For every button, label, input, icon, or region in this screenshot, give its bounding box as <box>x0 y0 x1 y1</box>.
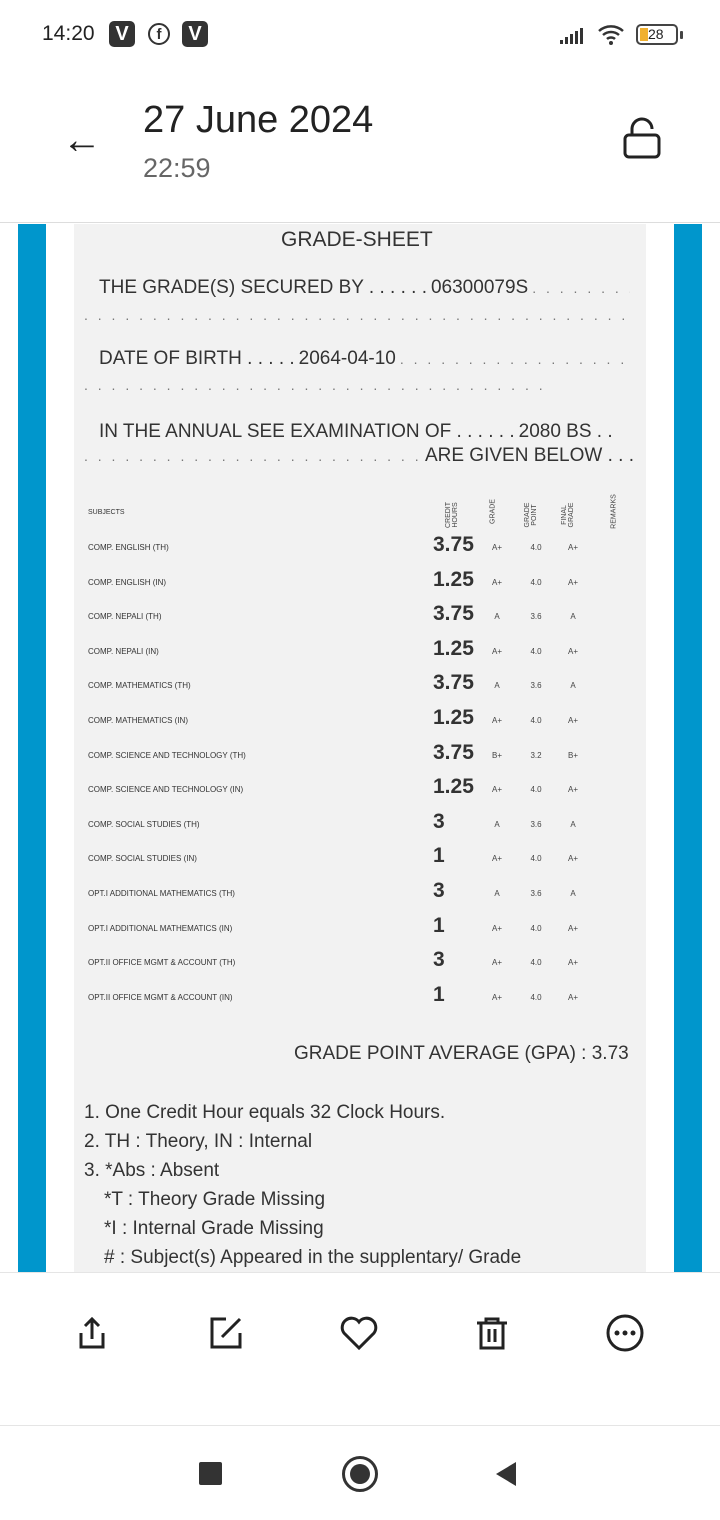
grade-point: 4.0 <box>530 543 542 552</box>
col-subjects: SUBJECTS <box>88 509 125 516</box>
dob-line <box>99 348 634 372</box>
note-line: 3. *Abs : Absent <box>84 1160 220 1181</box>
final-grade: A+ <box>567 923 578 933</box>
final-grade: A+ <box>567 543 578 552</box>
dotted-filler <box>84 377 544 393</box>
table-row <box>74 807 646 841</box>
facebook-icon: f <box>148 23 170 45</box>
grade: A+ <box>491 992 502 1002</box>
battery-icon <box>636 24 678 45</box>
delete-button[interactable] <box>472 1313 512 1353</box>
col-grade: GRADE <box>489 499 497 524</box>
grade: A+ <box>491 577 502 587</box>
navigation-bar <box>0 1425 720 1520</box>
more-button[interactable] <box>605 1313 645 1353</box>
col-grade-point: GRADE POINT <box>524 502 538 528</box>
grade-point: 3.6 <box>530 889 542 898</box>
exam-year: 2080 BS . . <box>518 421 613 442</box>
subject-name: OPT.I ADDITIONAL MATHEMATICS (IN) <box>88 923 233 933</box>
grade: B+ <box>491 750 502 760</box>
dotted-line <box>84 377 634 401</box>
clock: 14:20 <box>42 22 95 45</box>
credit-hours: 3 <box>433 948 445 972</box>
grade-point: 4.0 <box>530 923 542 933</box>
grade: A+ <box>491 716 502 725</box>
final-grade: A <box>570 681 576 691</box>
credit-hours: 3.75 <box>433 671 474 695</box>
credit-hours: 1.25 <box>433 775 474 799</box>
secured-by-label: THE GRADE(S) SECURED BY . . . . . . <box>99 277 427 298</box>
credit-hours: 1 <box>433 982 445 1006</box>
table-row <box>74 876 646 910</box>
grade-point: 3.6 <box>530 681 542 691</box>
final-grade: A <box>570 889 576 898</box>
grade-point: 4.0 <box>530 577 542 587</box>
credit-hours: 1 <box>433 913 445 937</box>
grade-point: 4.0 <box>530 716 542 725</box>
given-below: ARE GIVEN BELOW . . . <box>424 445 634 466</box>
final-grade: B+ <box>567 750 578 760</box>
grade: A <box>494 681 500 691</box>
back-button[interactable] <box>494 1461 518 1487</box>
subject-name: COMP. SOCIAL STUDIES (IN) <box>88 854 197 864</box>
col-final-grade: FINAL GRADE <box>561 502 575 528</box>
dotted-filler <box>400 351 630 367</box>
trash-icon <box>474 1315 510 1351</box>
battery-tip <box>680 31 683 39</box>
note-line: # : Subject(s) Appeared in the supplentary/ Grade <box>104 1247 522 1268</box>
notification-v-icon: V <box>109 21 135 47</box>
edit-icon <box>208 1315 244 1351</box>
dob-label: DATE OF BIRTH . . . . . <box>99 348 295 369</box>
notification-v-icon: V <box>182 21 208 47</box>
recents-button[interactable] <box>199 1462 222 1485</box>
grade-point: 3.6 <box>530 612 542 622</box>
table-row <box>74 911 646 945</box>
subject-name: OPT.I ADDITIONAL MATHEMATICS (TH) <box>88 889 235 898</box>
dotted-filler <box>532 280 630 296</box>
subject-name: COMP. MATHEMATICS (IN) <box>88 716 188 725</box>
final-grade: A+ <box>567 992 578 1002</box>
grade-point: 3.2 <box>530 750 542 760</box>
gpa: GRADE POINT AVERAGE (GPA) : 3.73 <box>294 1043 629 1064</box>
credit-hours: 3 <box>433 879 445 902</box>
grade-point: 4.0 <box>530 646 542 656</box>
photo-view[interactable] <box>0 224 720 1272</box>
status-bar <box>0 0 720 65</box>
note-line: *T : Theory Grade Missing <box>104 1189 326 1210</box>
final-grade: A+ <box>567 646 578 656</box>
secured-by-line <box>99 277 634 301</box>
favorite-button[interactable] <box>339 1313 379 1353</box>
grade-point: 4.0 <box>530 958 542 968</box>
subject-name: OPT.II OFFICE MGMT & ACCOUNT (IN) <box>88 992 233 1002</box>
heart-icon <box>339 1315 379 1351</box>
table-row <box>74 841 646 875</box>
photo-date: 27 June 2024 <box>143 99 374 141</box>
grade-sheet <box>74 224 646 1272</box>
table-row <box>74 703 646 737</box>
grade: A+ <box>491 854 502 864</box>
final-grade: A+ <box>567 577 578 587</box>
grade: A <box>494 612 500 622</box>
subject-name: COMP. NEPALI (IN) <box>88 646 159 656</box>
final-grade: A+ <box>567 958 578 968</box>
credit-hours: 1 <box>433 844 445 868</box>
credit-hours: 1.25 <box>433 567 474 591</box>
doc-title: GRADE-SHEET <box>281 228 433 251</box>
final-grade: A <box>570 819 576 829</box>
table-row <box>74 772 646 806</box>
subject-name: COMP. SCIENCE AND TECHNOLOGY (IN) <box>88 785 244 795</box>
credit-hours: 3.75 <box>433 533 474 556</box>
subject-name: COMP. ENGLISH (IN) <box>88 577 167 587</box>
given-below-line <box>84 445 634 469</box>
subject-name: COMP. NEPALI (TH) <box>88 612 162 622</box>
credit-hours: 1.25 <box>433 636 474 660</box>
table-row <box>74 980 646 1014</box>
dotted-line <box>84 307 634 331</box>
table-row <box>74 599 646 633</box>
table-row <box>74 565 646 599</box>
dotted-filler <box>84 448 421 464</box>
grade: A+ <box>491 958 502 968</box>
wifi-icon <box>597 22 627 46</box>
credit-hours: 1.25 <box>433 706 474 729</box>
grade: A+ <box>491 543 502 552</box>
signal-icon <box>560 26 583 44</box>
header <box>0 65 720 223</box>
subject-name: COMP. MATHEMATICS (TH) <box>88 681 191 691</box>
grade: A+ <box>491 785 502 795</box>
left-blue-border <box>18 224 46 1272</box>
subject-name: COMP. SCIENCE AND TECHNOLOGY (TH) <box>88 750 246 760</box>
table-row <box>74 668 646 702</box>
note-line: 1. One Credit Hour equals 32 Clock Hours. <box>84 1102 446 1123</box>
credit-hours: 3.75 <box>433 602 474 626</box>
table-row <box>74 945 646 979</box>
home-button[interactable] <box>342 1456 378 1492</box>
credit-hours: 3.75 <box>433 740 474 764</box>
symbol-number: 06300079S <box>430 277 529 298</box>
subject-name: COMP. ENGLISH (TH) <box>88 543 169 552</box>
date-of-birth: 2064-04-10 <box>298 348 396 369</box>
note-line: *I : Internal Grade Missing <box>104 1218 324 1239</box>
table-row <box>74 738 646 772</box>
table-row <box>74 634 646 668</box>
note-line: 2. TH : Theory, IN : Internal <box>84 1131 313 1152</box>
col-remarks: REMARKS <box>610 494 618 529</box>
subject-name: OPT.II OFFICE MGMT & ACCOUNT (TH) <box>88 958 236 968</box>
exam-line <box>99 421 634 445</box>
col-credit-hours: CREDIT HOURS <box>445 501 459 529</box>
photo-time: 22:59 <box>143 153 211 183</box>
final-grade: A+ <box>567 854 578 864</box>
back-arrow-icon[interactable]: ← <box>62 118 102 162</box>
battery-level: 28 <box>648 26 664 42</box>
grade-point: 4.0 <box>530 992 542 1002</box>
grade-point: 4.0 <box>530 854 542 864</box>
edit-button[interactable] <box>206 1313 246 1353</box>
final-grade: A <box>570 612 576 622</box>
share-button[interactable] <box>72 1313 112 1353</box>
table-row <box>74 530 646 564</box>
grade: A <box>494 819 500 829</box>
grade: A <box>494 889 500 898</box>
more-icon <box>605 1313 645 1353</box>
share-icon <box>75 1315 109 1351</box>
bottom-toolbar <box>0 1272 720 1425</box>
exam-label: IN THE ANNUAL SEE EXAMINATION OF . . . . . . <box>99 421 515 442</box>
grade-point: 3.6 <box>530 819 542 829</box>
grade: A+ <box>491 923 502 933</box>
grade-point: 4.0 <box>530 785 542 795</box>
right-blue-border <box>674 224 702 1272</box>
grade: A+ <box>491 646 502 656</box>
unlock-icon[interactable] <box>622 117 662 161</box>
dotted-filler <box>84 307 634 323</box>
credit-hours: 3 <box>433 809 445 833</box>
final-grade: A+ <box>567 785 578 795</box>
final-grade: A+ <box>567 716 578 725</box>
subject-name: COMP. SOCIAL STUDIES (TH) <box>88 819 200 829</box>
